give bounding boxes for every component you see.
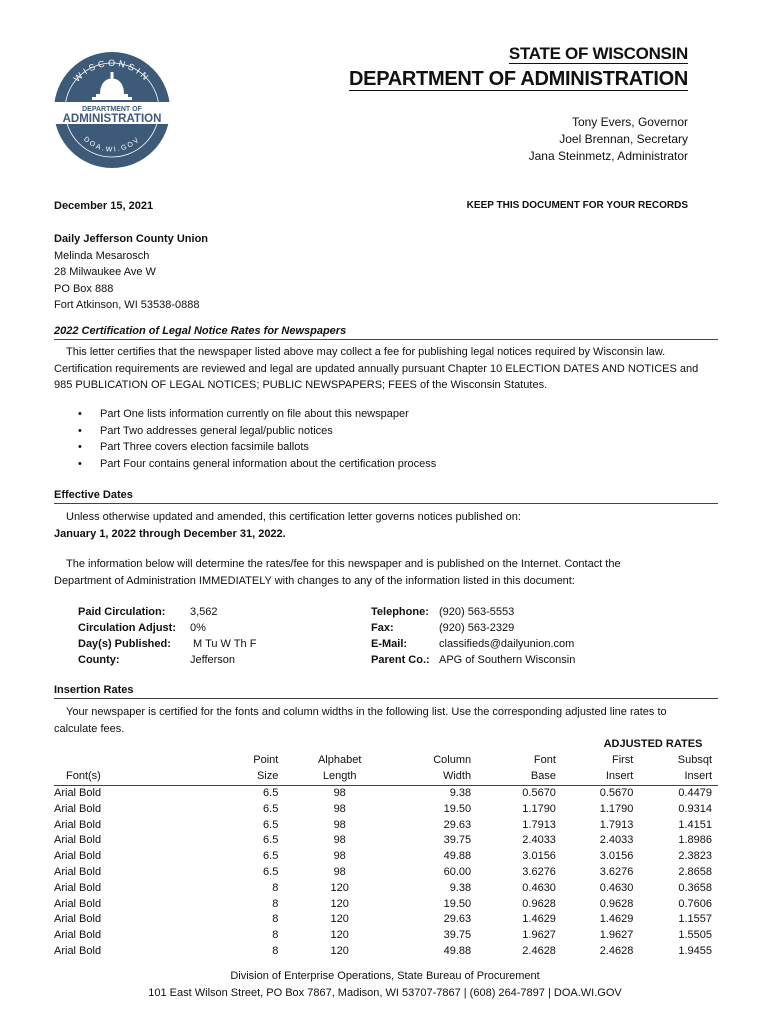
table-header-row (54, 753, 718, 769)
bullet-item: • Part Three covers election facsimile ballots (78, 439, 436, 456)
table-row-cell: 120 (330, 897, 349, 910)
address-street: 28 Milwaukee Ave W (54, 266, 156, 278)
table-row-cell: 3.6276 (522, 865, 556, 878)
info-row: County: Jefferson (78, 654, 236, 666)
table-row-cell: 29.63 (443, 818, 472, 831)
table-row-cell: 8 (272, 944, 279, 957)
table-row-cell: 1.1790 (599, 802, 634, 815)
table-row-cell: Arial Bold (54, 897, 102, 910)
effective-dates: January 1, 2022 through December 31, 2022. (54, 527, 286, 540)
bullet-item: • Part Two addresses general legal/public notices (78, 423, 436, 440)
insertion-line1: Your newspaper is certified for the fonts and column widths in the following list. Use the corresponding adjusted line rates to (66, 706, 667, 718)
table-row-cell: 0.4630 (599, 881, 634, 894)
table-row-cell: 0.9314 (678, 802, 712, 815)
cert-para2: Certification requirements are reviewed and legal are updated annually pursuant Chapter 10 ELECTION DATES AND NOTICES and (54, 362, 699, 375)
circulation-adjust-value: 0% (190, 622, 206, 634)
table-row-cell: 6.5 (263, 818, 279, 831)
bullet-item: • Part One lists information currently on file about this newspaper (78, 406, 436, 423)
table-row-cell: 98 (333, 787, 346, 799)
table-row-cell: Arial Bold (54, 802, 102, 815)
department-title: DEPARTMENT OF ADMINISTRATION (349, 68, 688, 90)
table-row-cell: 98 (333, 834, 346, 847)
table-row-cell: 2.4033 (522, 834, 556, 847)
table-row-cell: 19.50 (443, 897, 472, 910)
table-row-cell: 1.4629 (599, 913, 634, 926)
table-row-cell: 8 (272, 881, 279, 894)
adjusted-rates-label: ADJUSTED RATES (603, 738, 703, 751)
table-row-cell: Arial Bold (54, 881, 102, 894)
table-row-cell: 0.5670 (599, 787, 634, 799)
effective-line3: Department of Administration IMMEDIATELY with changes to any of the information listed in this document: (54, 574, 575, 587)
insertion-body (54, 704, 718, 737)
table-row-cell: 2.4628 (522, 944, 556, 957)
table-row-cell: 0.7606 (678, 897, 712, 910)
effective-line2: The information below will determine the rates/fee for this newspaper and is published on the Internet. Contact the (66, 558, 621, 570)
official-governor: Tony Evers, Governor (571, 115, 688, 129)
table-row-cell: 19.50 (443, 802, 472, 815)
table-row-cell: 1.8986 (678, 834, 712, 847)
table-row (54, 818, 718, 834)
table-row-cell: 6.5 (263, 787, 279, 799)
table-header-row-cell: First (611, 754, 634, 767)
table-row-cell: Arial Bold (54, 913, 102, 926)
table-row-cell: 120 (330, 944, 349, 957)
table-row-cell: 1.9455 (678, 944, 712, 957)
table-row-cell: Arial Bold (54, 787, 102, 799)
table-row-cell: 6.5 (263, 834, 279, 847)
table-header-row-cell: Size (231, 769, 293, 786)
table-row-cell: 0.9628 (599, 897, 634, 910)
table-row-cell: 1.9627 (599, 929, 634, 942)
table-row-cell: 98 (333, 850, 346, 863)
table-row-cell: 8 (272, 929, 279, 942)
letter-date: December 15, 2021 (54, 200, 154, 212)
table-row-cell: 98 (333, 865, 346, 878)
table-row (54, 786, 718, 802)
table-header-row-cell: Base (471, 769, 568, 786)
table-row-cell: 1.4629 (522, 913, 556, 926)
footer-line2: 101 East Wilson Street, PO Box 7867, Madison, WI 53707-7867 | (608) 264-7897 | DOA.WI.GOV (148, 987, 622, 999)
address-pobox: PO Box 888 (54, 282, 114, 295)
table-row-cell: 9.38 (449, 881, 472, 894)
table-header-row (54, 769, 718, 786)
effective-body (54, 509, 718, 542)
table-row (54, 881, 718, 897)
table-row-cell: Arial Bold (54, 929, 102, 942)
footer-line1: Division of Enterprise Operations, State Bureau of Procurement (230, 970, 540, 982)
official-secretary: Joel Brennan, Secretary (559, 132, 688, 146)
table-row-cell: 0.4479 (678, 787, 712, 799)
table-header-row-cell: Point (253, 754, 279, 767)
table-row (54, 897, 718, 913)
table-row-cell: Arial Bold (54, 865, 102, 878)
table-row-cell: 2.3823 (678, 850, 712, 863)
table-row-cell: 1.5505 (678, 929, 712, 942)
table-row-cell: Arial Bold (54, 850, 102, 863)
table-row-cell: 1.7913 (522, 818, 556, 831)
table-row-cell: Arial Bold (54, 834, 102, 847)
official-administrator: Jana Steinmetz, Administrator (528, 149, 688, 163)
days-published-value: M Tu W Th F (190, 638, 257, 650)
info-row: E-Mail: classifieds@dailyunion.com (371, 638, 575, 650)
cert-para1: This letter certifies that the newspaper listed above may collect a fee for publishing legal notices required by Wisconsin law. (66, 346, 666, 358)
table-row-cell: 39.75 (443, 929, 472, 942)
recipient-address (54, 231, 208, 314)
table-row-cell: 8 (272, 913, 279, 926)
table-row-cell: 0.5670 (522, 787, 556, 799)
table-row-cell: 120 (330, 929, 349, 942)
table-header-row-cell: Subsqt (677, 754, 712, 767)
newspaper-info-right (371, 604, 575, 668)
effective-line1: Unless otherwise updated and amended, this certification letter governs notices published on: (66, 511, 521, 523)
insertion-title: Insertion Rates (54, 684, 718, 699)
table-row (54, 849, 718, 865)
table-row (54, 833, 718, 849)
cert-bullets (78, 406, 436, 472)
table-row-cell: 3.0156 (599, 850, 634, 863)
table-row-cell: 98 (333, 818, 346, 831)
state-title: STATE OF WISCONSIN (508, 44, 688, 63)
info-row: Telephone: (920) 563-5553 (371, 606, 515, 618)
table-row-cell: 2.8658 (678, 865, 712, 878)
keep-notice: KEEP THIS DOCUMENT FOR YOUR RECORDS (466, 200, 688, 211)
table-row-cell: 39.75 (443, 834, 472, 847)
table-header-row-cell (54, 753, 231, 769)
table-header-row-cell: Insert (568, 769, 641, 786)
table-row-cell: 0.4630 (522, 881, 556, 894)
table-row-cell: 60.00 (443, 865, 472, 878)
table-row-cell: 1.9627 (522, 929, 556, 942)
table-row-cell: 6.5 (263, 802, 279, 815)
table-row-cell: 6.5 (263, 865, 279, 878)
cert-body (54, 344, 718, 394)
table-header-row-cell: Insert (641, 769, 718, 786)
info-row: Paid Circulation: 3,562 (78, 606, 218, 618)
table-row-cell: Arial Bold (54, 944, 102, 957)
page-footer (0, 968, 770, 1002)
table-row-cell: 3.0156 (522, 850, 556, 863)
table-row-cell: 120 (330, 913, 349, 926)
table-row-cell: 98 (333, 802, 346, 815)
effective-info-text (54, 556, 718, 589)
table-row-cell: 8 (272, 897, 279, 910)
address-city: Fort Atkinson, WI 53538-0888 (54, 299, 200, 311)
info-row: Fax: (920) 563-2329 (371, 622, 515, 634)
table-row-cell: 0.9628 (522, 897, 556, 910)
doa-seal-logo (52, 50, 172, 170)
table-row-cell: 120 (330, 881, 349, 894)
table-row-cell: 6.5 (263, 850, 279, 863)
county-value: Jefferson (190, 654, 236, 666)
table-header-row-cell: Font(s) (54, 769, 231, 786)
table-row-cell: 1.4151 (678, 818, 712, 831)
table-row (54, 912, 718, 928)
cert-para3: 985 PUBLICATION OF LEGAL NOTICES; PUBLIC NEWSPAPERS; FEES of the Wisconsin Statutes. (54, 379, 548, 391)
table-row-cell: 49.88 (443, 850, 472, 863)
table-row-cell: 2.4628 (599, 944, 634, 957)
address-newspaper: Daily Jefferson County Union (54, 233, 209, 245)
fax-value: (920) 563-2329 (439, 622, 515, 634)
parent-company-value: APG of Southern Wisconsin (439, 654, 576, 666)
table-row (54, 802, 718, 818)
table-row-cell: 29.63 (443, 913, 472, 926)
paid-circulation-value: 3,562 (190, 606, 218, 618)
table-header-row-cell: Column (433, 754, 472, 767)
table-header-row-cell: Length (292, 769, 387, 786)
table-row-cell: 3.6276 (599, 865, 634, 878)
table-row-cell: 1.1557 (678, 913, 712, 926)
effective-title: Effective Dates (54, 489, 718, 504)
table-row-cell: 0.3658 (678, 881, 712, 894)
address-contact: Melinda Mesarosch (54, 249, 150, 262)
table-row (54, 865, 718, 881)
table-row-cell: 49.88 (443, 944, 472, 957)
svg-text:DOA.WI.GOV: DOA.WI.GOV (82, 135, 142, 154)
info-row: Day(s) Published: M Tu W Th F (78, 638, 257, 650)
insertion-rates-table (54, 737, 718, 960)
table-row-cell: 1.7913 (599, 818, 634, 831)
cert-title: 2022 Certification of Legal Notice Rates for Newspapers (54, 325, 718, 340)
table-row (54, 928, 718, 944)
insertion-line2: calculate fees. (54, 722, 125, 735)
table-row-cell: Arial Bold (54, 818, 102, 831)
table-row-cell: 2.4033 (599, 834, 634, 847)
table-header-row-cell: Font (533, 754, 556, 767)
table-row-cell: 1.1790 (522, 802, 556, 815)
telephone-value: (920) 563-5553 (439, 606, 515, 618)
table-header-row-cell: Width (387, 769, 471, 786)
table-row-cell: 9.38 (449, 787, 472, 799)
info-row: Circulation Adjust: 0% (78, 622, 206, 634)
email-value: classifieds@dailyunion.com (439, 638, 575, 650)
info-row: Parent Co.: APG of Southern Wisconsin (371, 654, 576, 666)
svg-text:WISCONSIN: WISCONSIN (71, 57, 153, 84)
logo-line1: DEPARTMENT OF (82, 106, 142, 113)
newspaper-info-left (78, 604, 256, 668)
logo-line2: ADMINISTRATION (62, 113, 162, 125)
bullet-item: • Part Four contains general information about the certification process (78, 456, 436, 473)
table-row (54, 944, 718, 960)
officials-list (529, 114, 688, 165)
table-header-row-cell: Alphabet (317, 754, 362, 767)
